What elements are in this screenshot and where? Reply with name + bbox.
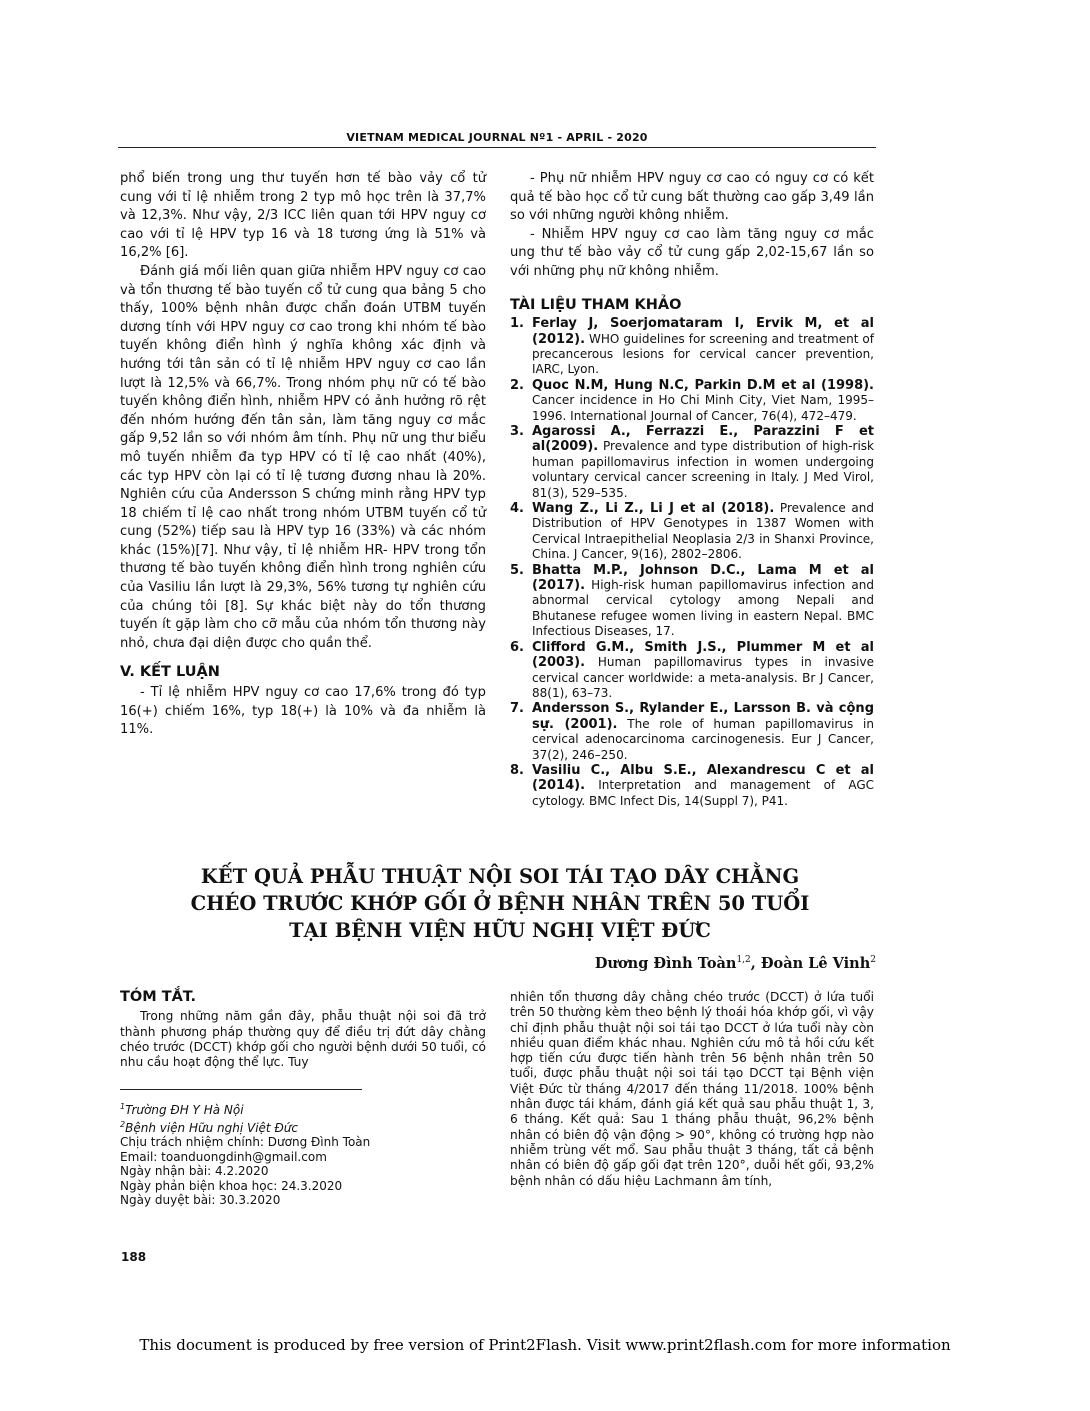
review-date: Ngày phản biện khoa học: 24.3.2020: [120, 1178, 343, 1193]
abstract-left: [120, 990, 486, 1070]
body-paragraph: - Tỉ lệ nhiễm HPV nguy cơ cao 17,6% trong đó typ 16(+) chiếm 16%, typ 18(+) là 10% và đa nhiễm là 11%.: [120, 685, 486, 738]
header-rule: [118, 147, 876, 148]
author-name: Đoàn Lê Vinh: [760, 955, 871, 972]
body-paragraph: phổ biến trong ung thư tuyến hơn tế bào vảy cổ tử cung với tỉ lệ nhiễm trong 2 typ mô học trên là 37,7% và 12,3%. Như vậy, 2/3 ICC liên quan tới HPV nguy cơ cao với tỉ lệ HPV typ 16 và 18 tương ứng là 51% và 16,2% [6].: [120, 171, 486, 261]
affiliation: $^2$Bệnh viện Hữu nghị Việt Đức: [120, 1119, 298, 1135]
footnotes: [120, 1100, 420, 1208]
article-title: [150, 863, 850, 944]
left-column: [120, 170, 486, 740]
abstract-text: Trong những năm gần đây, phẫu thuật nội soi đã trở thành phương pháp thường quy để điều trị đứt dây chằng chéo trước (DCCT) khớp gối cho người bệnh dưới 50 tuổi, có nhu cầu hoạt động thể lực. Tuy: [120, 1009, 486, 1070]
body-paragraph: - Nhiễm HPV nguy cơ cao làm tăng nguy cơ mắc ung thư tế bào vảy cổ tử cung gấp 2,02-15,67 lần so với những phụ nữ không nhiễm.: [510, 226, 874, 279]
references-heading: TÀI LIỆU THAM KHẢO: [510, 296, 682, 313]
reference-item: 1. Ferlay J, Soerjomataram I, Ervik M, et al (2012). WHO guidelines for screening and treatment of precancerous lesions for cervical cancer prevention, IARC, Lyon.: [510, 316, 874, 377]
title-line: TẠI BỆNH VIỆN HỮU NGHỊ VIỆT ĐỨC: [289, 919, 711, 942]
reference-item: 6. Clifford G.M., Smith J.S., Plummer M et al (2003). Human papillomavirus types in invasive cervical cancer worldwide: a meta-analysis. Br J Cancer, 88(1), 63–73.: [510, 639, 874, 700]
received-date: Ngày nhận bài: 4.2.2020: [120, 1164, 269, 1178]
footnote-rule: [120, 1089, 362, 1090]
journal-header: VIETNAM MEDICAL JOURNAL Nº1 - APRIL - 2020: [346, 131, 648, 144]
affiliation: $^1$Trường ĐH Y Hà Nội: [120, 1102, 244, 1117]
abstract-heading: TÓM TẮT.: [120, 989, 197, 1005]
reference-item: 7. Andersson S., Rylander E., Larsson B. và cộng sự. (2001). The role of human papillomavirus in cervical adenocarcinoma carcinogenesis. Eur J Cancer, 37(2), 246–250.: [510, 701, 874, 762]
reference-item: 2. Quoc N.M, Hung N.C, Parkin D.M et al (1998). Cancer incidence in Ho Chi Minh City, Viet Nam, 1995–1996. International Journal of Cancer, 76(4), 472–479.: [510, 377, 874, 423]
references-list: [510, 316, 874, 809]
abstract-text: nhiên tổn thương dây chằng chéo trước (DCCT) ở lứa tuổi trên 50 thường kèm theo bệnh lý thoái hóa khớp gối, vì vậy chỉ định phẫu thuật nội soi tái tạo DCCT ở lứa tuổi này còn nhiều quan điểm khác nhau. Nghiên cứu mô tả hồi cứu kết hợp tiến cứu được tiến hành trên 56 bệnh nhân trên 50 tuổi, được phẫu thuật nội soi tái tạo DCCT tại Bệnh viện Việt Đức từ tháng 4/2017 đến tháng 11/2018. 100% bệnh nhân được tái khám, đánh giá kết quả sau phẫu thuật 1, 3, 6 tháng. Kết quả: Sau 1 tháng phẫu thuật, 96,2% bệnh nhân có biên độ vận động > 90°, không có trường hợp nào nhiễm trùng vết mổ. Sau phẫu thuật 3 tháng, tất cả bệnh nhân có biên độ gấp gối đạt trên 120°, duỗi hết gối, 93,2% bệnh nhân có dấu hiệu Lachmann âm tính,: [510, 990, 874, 1188]
right-column: [510, 170, 874, 809]
body-paragraph: - Phụ nữ nhiễm HPV nguy cơ cao có nguy cơ có kết quả tế bào học cổ tử cung bất thường cao gấp 3,49 lần so với những người không nhiễm.: [510, 171, 874, 224]
body-paragraph: Đánh giá mối liên quan giữa nhiễm HPV nguy cơ cao và tổn thương tế bào tuyến cổ tử cung qua bảng 5 cho thấy, 100% bệnh nhân được chẩn đoán UTBM tuyến dương tính với HPV nguy cơ cao trong khi nhóm tế bào tuyến không điển hình ý nghĩa không xác định và hướng tới tân sản có tỉ lệ nhiễm HPV nguy cơ cao lần lượt là 12,5% và 66,7%. Trong nhóm phụ nữ có tế bào tuyến không điển hình, nhiễm HPV có ảnh hưởng rõ rệt đến nhóm hướng đến tân sản, làm tăng nguy cơ mắc gấp 9,52 lần so với nhóm âm tính. Phụ nữ ung thư biểu mô tuyến nhiễm đa typ HPV có tỉ lệ cao nhất (40%), các typ HPV còn lại có tỉ lệ tương đương nhau là 20%. Nghiên cứu của Andersson S chứng minh rằng HPV typ 18 chiếm tỉ lệ cao nhất trong nhóm UTBM tuyến cổ tử cung (52%) tiếp sau là HPV typ 16 (33%) và các nhóm khác (15%)[7]. Như vậy, tỉ lệ nhiễm HR- HPV trong tổn thương tế bào tuyến không điển hình trong nghiên cứu của Vasiliu lần lượt là 29,3%, 56% tương tự nghiên cứu của chúng tôi [8]. Sự khác biệt này do tổn thương tuyến ít gặp làm cho cỡ mẫu của nhóm tổn thương này nhỏ, chưa đại diện được cho quần thể.: [120, 263, 486, 651]
reference-item: 8. Vasiliu C., Albu S.E., Alexandrescu C et al (2014). Interpretation and management of AGC cytology. BMC Infect Dis, 14(Suppl 7), P41.: [510, 762, 874, 808]
email: Email: toanduongdinh@gmail.com: [120, 1149, 327, 1164]
reference-item: 5. Bhatta M.P., Johnson D.C., Lama M et al (2017). High-risk human papillomavirus infection and abnormal cervical cytology among Nepali and Bhutanese refugee women living in eastern Nepal. BMC Infectious Diseases, 17.: [510, 562, 874, 639]
author-line: Dương Đình Toàn$^{1,2}$, Đoàn Lê Vinh$^2$: [594, 955, 876, 972]
page-number: 188: [121, 1250, 147, 1264]
reference-item: 4. Wang Z., Li Z., Li J et al (2018). Prevalence and Distribution of HPV Genotypes in 1387 Women with Cervical Intraepithelial Neoplasia 2/3 in Shanxi Province, China. J Cancer, 9(16), 2802–2806.: [510, 501, 874, 562]
reference-item: 3. Agarossi A., Ferrazzi E., Parazzini F et al(2009). Prevalence and type distribution of high-risk human papillomavirus infection in women undergoing voluntary cervical cancer screening in Italy. J Med Virol, 81(3), 529–535.: [510, 424, 874, 500]
responsible-author: Chịu trách nhiệm chính: Dương Đình Toàn: [120, 1135, 371, 1149]
watermark-text: This document is produced by free version of Print2Flash. Visit www.print2flash.com for more information: [139, 1336, 951, 1354]
title-line: KẾT QUẢ PHẪU THUẬT NỘI SOI TÁI TẠO DÂY CHẰNG: [200, 865, 800, 888]
abstract-right: [510, 990, 874, 1189]
title-line: CHÉO TRƯỚC KHỚP GỐI Ở BỆNH NHÂN TRÊN 50 TUỔI: [190, 892, 810, 915]
approval-date: Ngày duyệt bài: 30.3.2020: [120, 1193, 281, 1207]
author-name: Dương Đình Toàn: [594, 955, 737, 972]
section-heading: V. KẾT LUẬN: [120, 664, 220, 681]
